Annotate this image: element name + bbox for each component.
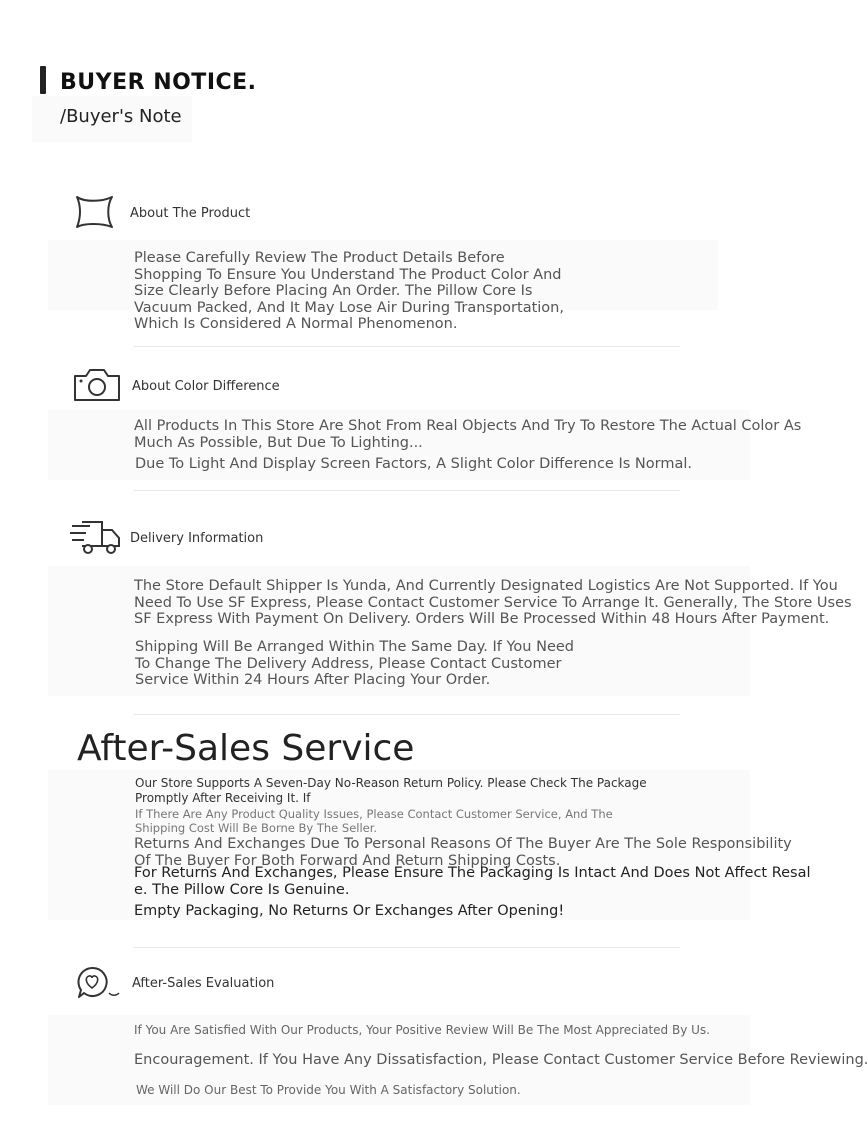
section-heading-evaluation: After-Sales Evaluation — [132, 976, 275, 991]
divider — [134, 346, 680, 347]
color-description-line1: All Products In This Store Are Shot From Real Objects And Try To Restore The Actual Color As — [134, 418, 802, 434]
divider — [134, 947, 680, 948]
page-title: BUYER NOTICE. — [60, 70, 257, 95]
product-description: Please Carefully Review The Product Details Before Shopping To Ensure You Understand The Product Color And Size Clearly Before Placing An Order. The Pillow Core Is Vacuum Packed, And It May Lose Air During Transportation, Which Is Considered A Normal Phenomenon. — [134, 250, 564, 332]
delivery-truck-icon — [70, 520, 122, 556]
evaluation-solution: We Will Do Our Best To Provide You With A Satisfactory Solution. — [136, 1083, 521, 1097]
evaluation-encouragement: Encouragement. If You Have Any Dissatisfaction, Please Contact Customer Service Before Reviewing. — [134, 1052, 868, 1068]
after-sales-return-policy: Our Store Supports A Seven-Day No-Reason Return Policy. Please Check The Package Promptly After Receiving It. If — [135, 776, 647, 805]
after-sales-packaging-line2: e. The Pillow Core Is Genuine. — [134, 882, 350, 898]
after-sales-title: After-Sales Service — [77, 728, 415, 769]
delivery-description-line1: The Store Default Shipper Is Yunda, And Currently Designated Logistics Are Not Supported. If You — [134, 578, 838, 594]
title-accent-bar — [40, 66, 46, 94]
section-heading-color: About Color Difference — [132, 379, 280, 394]
page-subtitle: /Buyer's Note — [60, 106, 182, 127]
color-note: Due To Light And Display Screen Factors, A Slight Color Difference Is Normal. — [135, 456, 692, 472]
heart-chat-icon — [75, 965, 123, 1001]
after-sales-empty-packaging: Empty Packaging, No Returns Or Exchanges After Opening! — [134, 903, 565, 919]
divider — [134, 490, 680, 491]
pillow-icon — [72, 193, 118, 231]
divider — [134, 714, 680, 715]
after-sales-personal-reasons-line2: Of The Buyer For Both Forward And Return Shipping Costs. — [134, 853, 561, 869]
delivery-description-line3: SF Express With Payment On Delivery. Orders Will Be Processed Within 48 Hours After Payment. — [134, 611, 830, 627]
section-heading-product: About The Product — [130, 206, 251, 221]
delivery-note: Shipping Will Be Arranged Within The Same Day. If You Need To Change The Delivery Address, Please Contact Customer Service Within 24 Hours After Placing Your Order. — [135, 639, 574, 688]
after-sales-packaging-line1: For Returns And Exchanges, Please Ensure The Packaging Is Intact And Does Not Affect Resal — [134, 865, 811, 881]
camera-icon — [72, 367, 124, 403]
evaluation-satisfied: If You Are Satisfied With Our Products, Your Positive Review Will Be The Most Appreciated By Us. — [134, 1023, 710, 1037]
delivery-description-line2: Need To Use SF Express, Please Contact Customer Service To Arrange It. Generally, The Store Uses — [134, 595, 852, 611]
color-description-line2: Much As Possible, But Due To Lighting... — [134, 435, 423, 451]
after-sales-personal-reasons-line1: Returns And Exchanges Due To Personal Reasons Of The Buyer Are The Sole Responsibility — [134, 836, 792, 852]
after-sales-quality-issues: If There Are Any Product Quality Issues, Please Contact Customer Service, And The Shipping Cost Will Be Borne By The Seller. — [135, 807, 613, 835]
section-heading-delivery: Delivery Information — [130, 531, 264, 546]
